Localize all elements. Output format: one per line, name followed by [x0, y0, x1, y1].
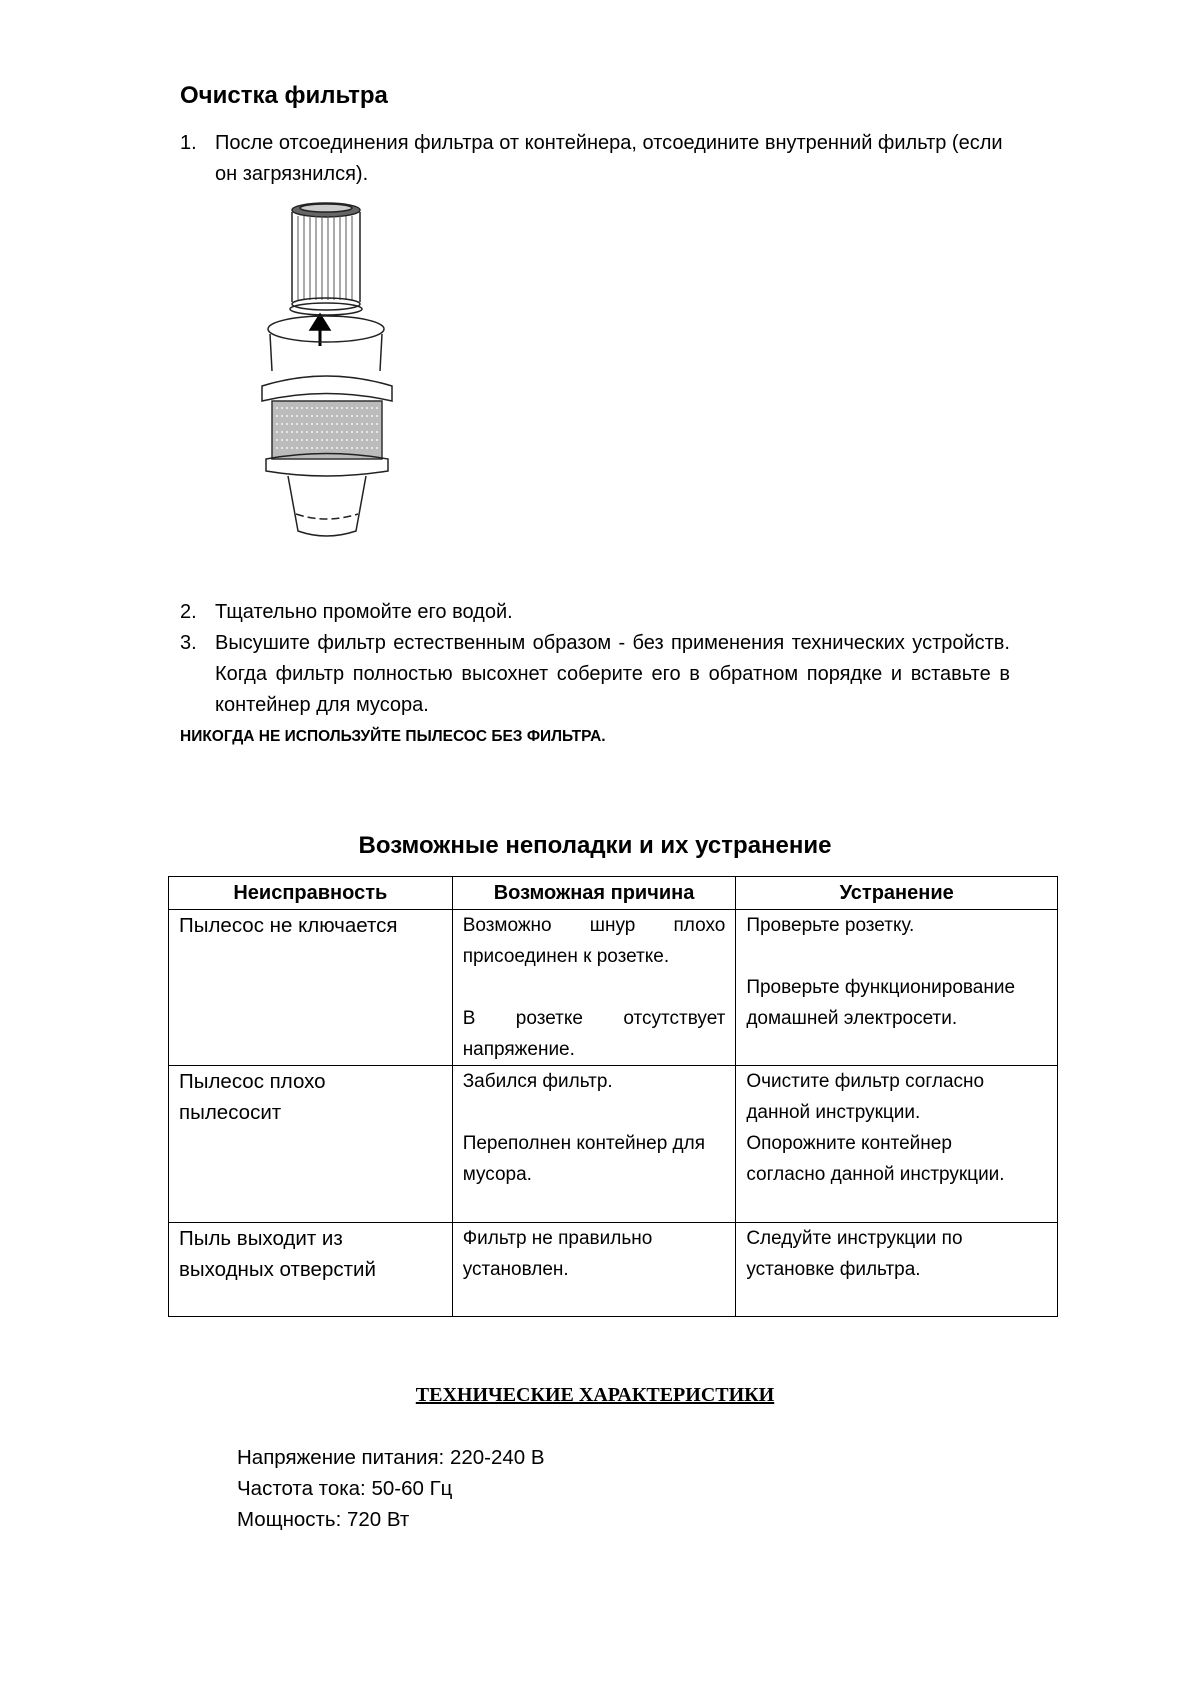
step-number: 2.	[180, 601, 197, 623]
section-title-troubleshooting: Возможные неполадки и их устранение	[358, 832, 832, 859]
fix-cell: Следуйте инструкции по установке фильтра.	[736, 1223, 1058, 1317]
fix-text: Проверьте розетку.	[746, 915, 915, 936]
table-row	[169, 910, 1058, 1066]
filter-disassembly-illustration	[258, 196, 398, 548]
step-text: Высушите фильтр естественным образом - без применения технических устройств. Когда фильтр полностью высохнет соберите его в обратном порядке и вставьте в контейнер для мусора.	[215, 632, 1010, 716]
cause-cell: Фильтр не правильно установлен.	[452, 1223, 736, 1317]
cause-text: В розетке отсутствует напряжение.	[462, 1008, 726, 1060]
cause-text: Забился фильтр.	[462, 1071, 613, 1092]
problem-cell: Пыль выходит из выходных отверстий	[169, 1223, 453, 1317]
table-header-row	[169, 877, 1058, 910]
cause-cell	[452, 1066, 736, 1223]
cause-text: Переполнен контейнер для мусора.	[462, 1133, 706, 1185]
warning-text: НИКОГДА НЕ ИСПОЛЬЗУЙТЕ ПЫЛЕСОС БЕЗ ФИЛЬТРА.	[180, 728, 606, 745]
step-number: 3.	[180, 632, 197, 654]
outer-filter-icon	[262, 316, 392, 536]
table-row	[169, 1066, 1058, 1223]
specs-list	[237, 1442, 545, 1535]
column-header: Устранение	[736, 877, 1058, 910]
fix-text: Опорожните контейнер согласно данной инструкции.	[746, 1133, 1005, 1185]
fix-cell	[736, 1066, 1058, 1223]
step-number: 1.	[180, 132, 197, 154]
fix-text: Очистите фильтр согласно данной инструкции.	[746, 1071, 985, 1123]
step-1	[180, 128, 1010, 190]
fix-cell	[736, 910, 1058, 1066]
cause-text: Возможно шнур плохо присоединен к розетке.	[462, 915, 726, 967]
cause-cell	[452, 910, 736, 1066]
spec-frequency: Частота тока: 50-60 Гц	[237, 1477, 453, 1500]
column-header: Возможная причина	[452, 877, 736, 910]
step-text: После отсоединения фильтра от контейнера, отсоедините внутренний фильтр (если он загрязнился).	[215, 132, 1003, 185]
spec-power: Мощность: 720 Вт	[237, 1508, 410, 1531]
inner-filter-icon	[290, 203, 362, 315]
section-title-filter-cleaning: Очистка фильтра	[180, 82, 388, 109]
troubleshooting-table	[168, 876, 1058, 1317]
step-text: Тщательно промойте его водой.	[215, 601, 513, 623]
column-header: Неисправность	[169, 877, 453, 910]
section-title-specs: ТЕХНИЧЕСКИЕ ХАРАКТЕРИСТИКИ	[415, 1384, 775, 1406]
steps-2-3	[180, 597, 1010, 721]
problem-cell: Пылесос не ключается	[169, 910, 453, 1066]
problem-cell: Пылесос плохо пылесосит	[169, 1066, 453, 1223]
spec-voltage: Напряжение питания: 220-240 В	[237, 1446, 545, 1469]
table-row	[169, 1223, 1058, 1317]
fix-text: Проверьте функционирование домашней электросети.	[746, 977, 1016, 1029]
